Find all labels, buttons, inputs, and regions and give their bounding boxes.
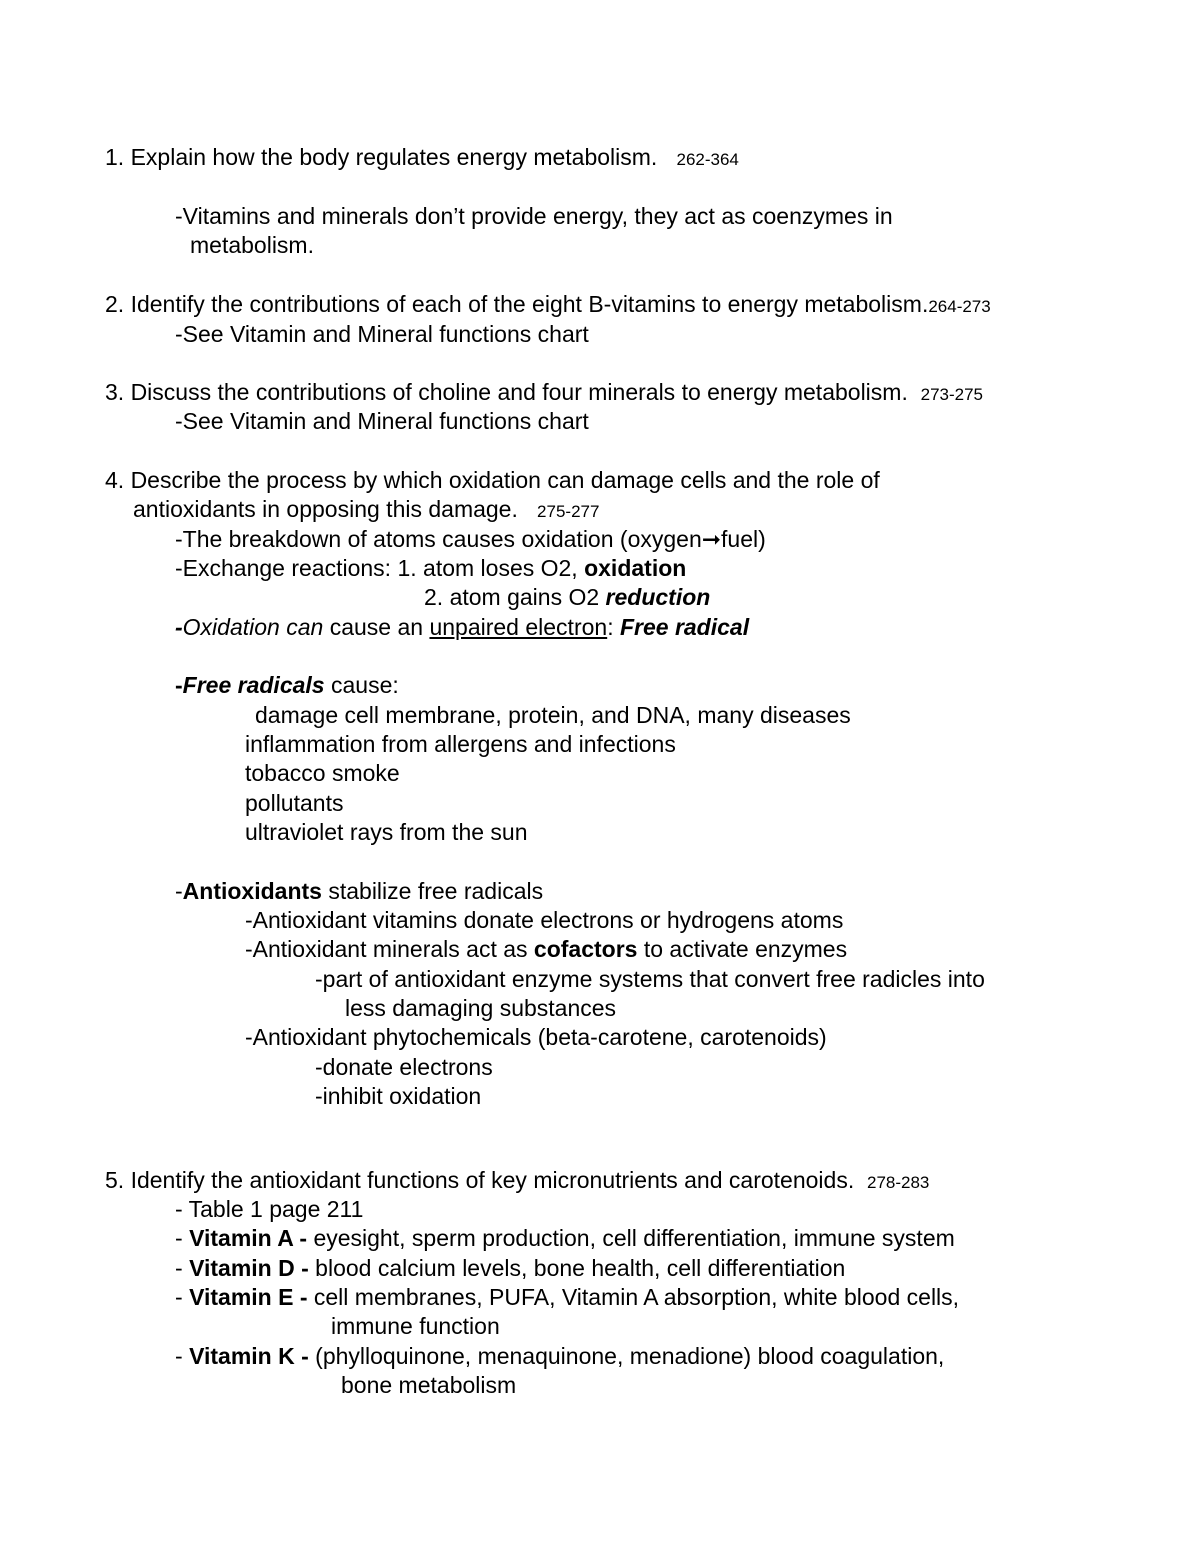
q1-question: [105, 143, 739, 174]
q4-page-ref: 275-277: [537, 502, 600, 521]
vitamin-d-line: [175, 1254, 845, 1282]
q4-exchange: [175, 554, 686, 582]
breakdown-text: -The breakdown of atoms causes oxidation (oxygen: [175, 526, 702, 552]
q4-breakdown: [175, 525, 766, 553]
vitamin-e-line: [175, 1283, 959, 1311]
enzyme-systems-line1: -part of antioxidant enzyme systems that convert free radicles into: [315, 966, 985, 992]
q5-page-ref: 278-283: [867, 1173, 930, 1192]
q2-question: [105, 290, 991, 321]
vitamin-k-line2: bone metabolism: [341, 1372, 517, 1398]
antioxidant-minerals-end: to activate enzymes: [637, 936, 848, 962]
q1-question-text: 1. Explain how the body regulates energy metabolism.: [105, 144, 658, 170]
free-radical-effect-item: ultraviolet rays from the sun: [245, 819, 528, 845]
free-radicals-dash: -: [175, 672, 183, 698]
oxidation-dash: -: [175, 614, 183, 640]
unpaired-electron-term: unpaired electron: [429, 614, 608, 640]
vitamin-a-name: Vitamin A -: [189, 1225, 308, 1251]
free-radical-effect-item: damage cell membrane, protein, and DNA, many diseases: [255, 702, 851, 728]
q4-question-line2: [133, 495, 599, 526]
vitamin-k-text: (phylloquinone, menaquinone, menadione) blood coagulation,: [308, 1343, 945, 1369]
right-arrow-icon: ➞: [701, 526, 722, 552]
antioxidants-text: stabilize free radicals: [321, 878, 544, 904]
oxidation-term: oxidation: [584, 555, 687, 581]
q2-page-ref: 264-273: [928, 297, 991, 316]
antioxidant-vitamins: -Antioxidant vitamins donate electrons or hydrogens atoms: [245, 907, 844, 933]
vitamin-k-line: [175, 1342, 944, 1370]
q3-answer: -See Vitamin and Mineral functions chart: [175, 408, 589, 434]
antioxidants-term: Antioxidants: [182, 878, 322, 904]
free-radical-effect-item: tobacco smoke: [245, 760, 400, 786]
q4-question-text: antioxidants in opposing this damage.: [133, 496, 518, 522]
free-radical-effect-item: inflammation from allergens and infections: [245, 731, 676, 757]
q4-oxidation-cause: [175, 613, 749, 641]
oxidation-can: Oxidation can: [182, 614, 324, 640]
vitamin-e-dash: -: [175, 1284, 190, 1310]
breakdown-text-end: fuel): [721, 526, 766, 552]
vitamin-d-text: blood calcium levels, bone health, cell differentiation: [308, 1255, 846, 1281]
q1-answer-line2: metabolism.: [190, 232, 314, 258]
oxidation-cause-text: cause an: [323, 614, 430, 640]
phyto-inhibit: -inhibit oxidation: [315, 1083, 482, 1109]
antioxidants-dash: -: [175, 878, 183, 904]
q4-gains: [424, 583, 710, 611]
free-radicals-term: Free radicals: [182, 672, 325, 698]
antioxidant-minerals: [245, 935, 847, 963]
vitamin-a-dash: -: [175, 1225, 190, 1251]
phyto-donate: -donate electrons: [315, 1054, 493, 1080]
q3-question: [105, 378, 983, 409]
exchange-text: -Exchange reactions: 1. atom loses O2,: [175, 555, 585, 581]
vitamin-k-dash: -: [175, 1343, 190, 1369]
vitamin-e-line2: immune function: [331, 1313, 500, 1339]
vitamin-a-text: eyesight, sperm production, cell differentiation, immune system: [307, 1225, 955, 1251]
reduction-term: reduction: [605, 584, 711, 610]
q5-question: [105, 1166, 929, 1197]
q2-question-text: 2. Identify the contributions of each of the eight B-vitamins to energy metabolism.: [105, 291, 929, 317]
q1-answer-line1: -Vitamins and minerals don’t provide energy, they act as coenzymes in: [175, 203, 893, 229]
vitamin-e-name: Vitamin E -: [189, 1284, 308, 1310]
oxidation-colon: :: [607, 614, 620, 640]
vitamin-d-name: Vitamin D -: [189, 1255, 309, 1281]
q5-question-text: 5. Identify the antioxidant functions of key micronutrients and carotenoids.: [105, 1167, 855, 1193]
gains-text: 2. atom gains O2: [424, 584, 606, 610]
q2-answer: -See Vitamin and Mineral functions chart: [175, 321, 589, 347]
vitamin-d-dash: -: [175, 1255, 190, 1281]
cofactors-term: cofactors: [533, 936, 638, 962]
antioxidant-phytochemicals: -Antioxidant phytochemicals (beta-carotene, carotenoids): [245, 1024, 827, 1050]
free-radicals-cause: cause:: [324, 672, 399, 698]
q4-antioxidants-heading: [175, 877, 543, 905]
q5-table-ref: - Table 1 page 211: [175, 1196, 364, 1222]
free-radical-effect-item: pollutants: [245, 790, 344, 816]
free-radical-term: Free radical: [619, 614, 750, 640]
antioxidant-minerals-text: -Antioxidant minerals act as: [245, 936, 534, 962]
q3-question-text: 3. Discuss the contributions of choline and four minerals to energy metabolism.: [105, 379, 908, 405]
vitamin-e-text: cell membranes, PUFA, Vitamin A absorption, white blood cells,: [307, 1284, 960, 1310]
vitamin-a-line: [175, 1224, 955, 1252]
q3-page-ref: 273-275: [920, 385, 984, 404]
vitamin-k-name: Vitamin K -: [189, 1343, 309, 1369]
q4-question-line1: 4. Describe the process by which oxidation can damage cells and the role of: [105, 467, 880, 493]
enzyme-systems-line2: less damaging substances: [345, 995, 617, 1021]
q4-free-radicals-heading: [175, 671, 399, 699]
q1-page-ref: 262-364: [676, 150, 739, 169]
